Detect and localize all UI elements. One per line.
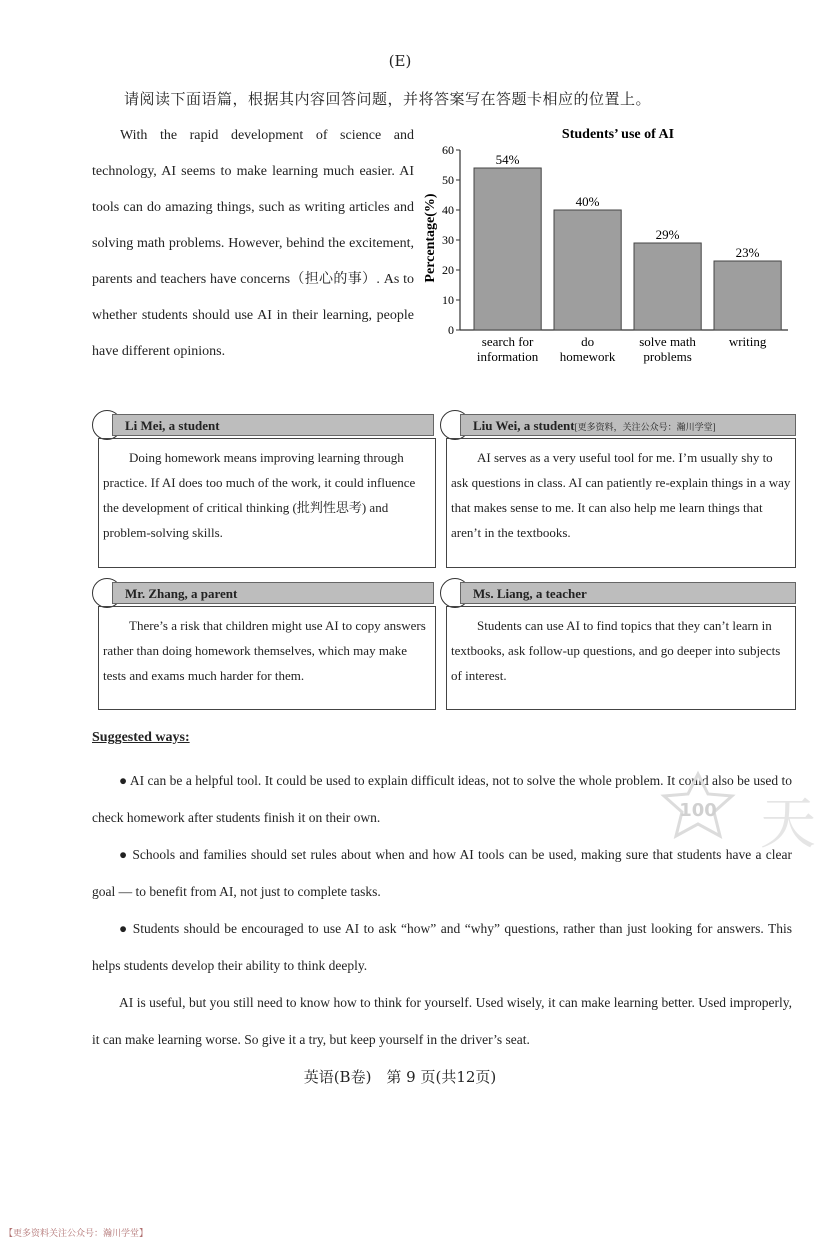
- opinion-header: [112, 582, 434, 604]
- opinion-header: [112, 414, 434, 436]
- opinion-card-liu-wei: [440, 414, 796, 574]
- opinion-name: Ms. Liang, a teacher: [473, 586, 587, 601]
- opinion-header: [460, 582, 796, 604]
- conclusion-text: AI is useful, but you still need to know how to think for yourself. Used wisely, it can make learning better. Used improperly, it can make learning worse. So give it a try, but keep yourself in the driver’s seat.: [92, 995, 792, 1047]
- opinion-text: AI serves as a very useful tool for me. I’m usually shy to ask questions in class. AI can patiently re-explain things in a way that makes sense to me. It can also help me learn things that aren’t in the textbooks.: [451, 450, 791, 540]
- instruction: 请阅读下面语篇，根据其内容回答问题，并将答案写在答题卡相应的位置上。: [124, 90, 652, 108]
- chart-bar: [714, 261, 781, 330]
- suggestion-item: ● Schools and families should set rules about when and how AI tools can be used, making sure that students have a clear goal — to benefit from AI, not just to complete tasks.: [92, 847, 792, 899]
- opinion-text: Students can use AI to find topics that they can’t learn in textbooks, ask follow-up questions, and go deeper into subjects of interest.: [451, 618, 781, 683]
- intro-text: With the rapid development of science and technology, AI seems to make learning much easier. AI tools can do amazing things, such as writing articles and solving math problems. However, behind the excitement, parents and teachers have concerns（担心的事）. As to whether students should use AI in their learning, people have different opinions.: [92, 128, 414, 359]
- opinion-name: Mr. Zhang, a parent: [125, 586, 238, 601]
- chart-bar: [634, 243, 701, 330]
- watermark-badge: [652, 770, 744, 840]
- chart-data-label: 23%: [735, 245, 760, 260]
- bar-chart: [418, 118, 800, 378]
- chart-bar: [474, 168, 541, 330]
- watermark-number: 100: [679, 800, 717, 821]
- suggested-ways-heading: Suggested ways:: [92, 730, 190, 745]
- promo-note: [更多资料，关注公众号：瀚川学堂]: [574, 422, 716, 432]
- opinion-name: Liu Wei, a student: [473, 418, 575, 433]
- chart-y-tick-label: 50: [442, 173, 454, 187]
- opinion-text: Doing homework means improving learning through practice. If AI does too much of the work, it could influence the development of critical thinking (批判性思考) and problem-solving skills.: [103, 450, 416, 540]
- opinion-body: [446, 606, 796, 710]
- opinion-card-li-mei: [92, 414, 438, 574]
- chart-data-label: 29%: [655, 227, 680, 242]
- chart-x-tick-label: search for: [481, 334, 534, 349]
- opinion-card-mr-zhang: [92, 582, 438, 712]
- intro-paragraph: [92, 118, 414, 370]
- suggestion-item: ● AI can be a helpful tool. It could be used to explain difficult ideas, not to solve the whole problem. It could also be used to check homework after students finish it on their own.: [92, 773, 792, 825]
- conclusion-paragraph: [92, 984, 792, 1058]
- opinion-card-ms-liang: [440, 582, 796, 712]
- chart-x-tick-label: problems: [643, 349, 692, 364]
- page-footer: 英语(B卷) 第 9 页(共12页): [303, 1068, 497, 1086]
- opinion-name: Li Mei, a student: [125, 418, 220, 433]
- chart-y-tick-label: 30: [442, 233, 454, 247]
- chart-ylabel: Percentage(%): [423, 193, 438, 283]
- chart-title: Students’ use of AI: [561, 127, 675, 142]
- chart-bar: [554, 210, 621, 330]
- chart-x-tick-label: solve math: [639, 334, 696, 349]
- section-label: (E): [388, 52, 412, 70]
- chart-y-tick-label: 10: [442, 293, 454, 307]
- watermark-char: 天: [760, 792, 816, 857]
- chart-y-tick-label: 20: [442, 263, 454, 277]
- chart-data-label: 40%: [575, 194, 600, 209]
- chart-data-label: 54%: [495, 152, 520, 167]
- opinion-header: [460, 414, 796, 436]
- suggestion-item: ● Students should be encouraged to use AI to ask “how” and “why” questions, rather than just looking for answers. This helps students develop their ability to think deeply.: [92, 921, 792, 973]
- chart-y-tick-label: 0: [448, 323, 454, 337]
- chart-y-tick-label: 40: [442, 203, 454, 217]
- opinion-body: [98, 438, 436, 568]
- watermark-text: 【更多资料关注公众号：瀚川学堂】: [4, 1229, 149, 1239]
- chart-y-tick-label: 60: [442, 143, 454, 157]
- chart-x-tick-label: writing: [728, 334, 767, 349]
- opinion-body: [98, 606, 436, 710]
- chart-x-tick-label: do: [581, 334, 595, 349]
- chart-x-tick-label: homework: [559, 349, 616, 364]
- chart-x-tick-label: information: [476, 349, 539, 364]
- opinion-text: There’s a risk that children might use AI to copy answers rather than doing homework themselves, which may make tests and exams much harder for them.: [103, 618, 426, 683]
- opinion-body: [446, 438, 796, 568]
